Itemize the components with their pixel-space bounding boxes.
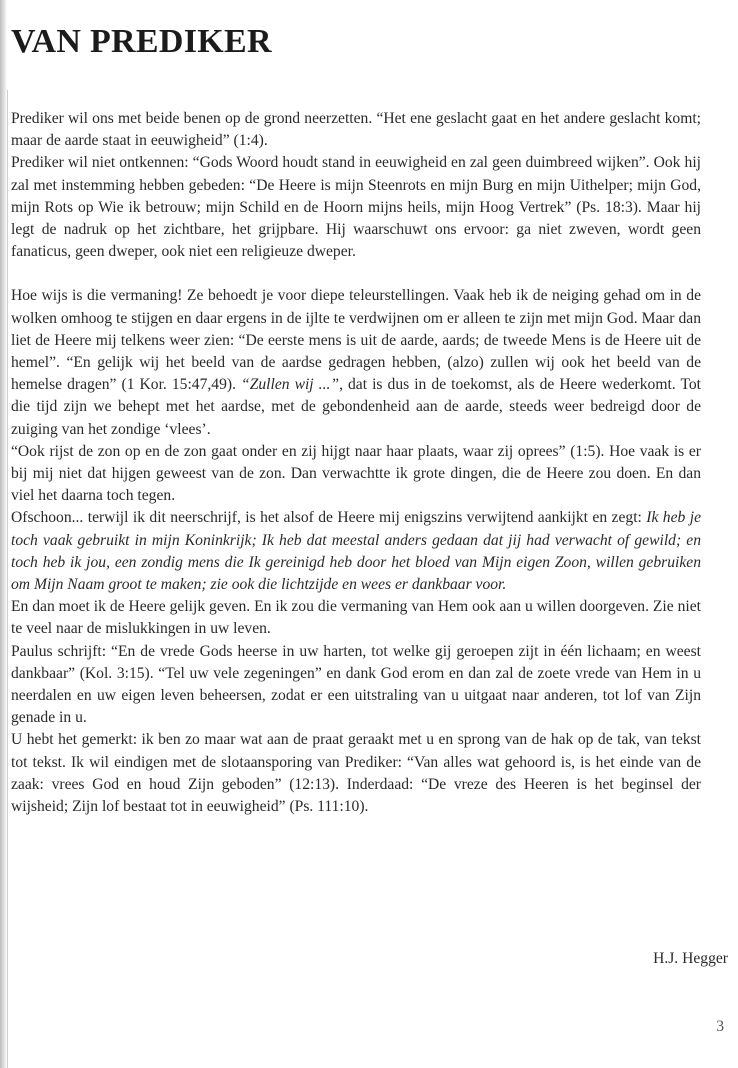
paragraph-5-italic: Ik heb je toch vaak gebruikt in mijn Koninkrijk; Ik heb dat meestal anders gedaan dat jij had verwacht of gewild; en toch heb ik jou, een zondig mens die Ik gereinigd heb door het bloed van Mijn eigen Zoon, willen gebruiken om Mijn Naam groot te maken; zie ook die lichtzijde en wees er dankbaar voor. [11, 509, 701, 594]
paragraph-3 [11, 285, 701, 440]
paragraph-3-text-b: , dat is dus in de toekomst, als de Heere wederkomt. Tot die tijd zijn we behept met het aardse, met de gebondenheid aan de aarde, steeds weer bedreigd door de zuiging van het zondige ‘vlees’. [11, 376, 702, 438]
paragraph-8: U hebt het gemerkt: ik ben zo maar wat aan de praat geraakt met u en sprong van de hak op de tak, van tekst tot tekst. Ik wil eindigen met de slotaansporing van Prediker: “Van alles wat gehoord is, is het einde van de zaak: vrees God en houd Zijn geboden” (12:13). Inderdaad: “De vreze des Heeren is het beginsel der wijsheid; Zijn lof bestaat tot in eeuwigheid” (Ps. 111:10). [11, 731, 701, 816]
paragraph-5 [11, 507, 701, 596]
document-page [11, 14, 701, 818]
page-title: VAN PREDIKER [11, 23, 272, 60]
paragraph-6: En dan moet ik de Heere gelijk geven. En ik zou die vermaning van Hem ook aan u willen doorgeven. Zie niet te veel naar de mislukkingen in uw leven. [11, 598, 701, 638]
paragraph-1: Prediker wil ons met beide benen op de grond neerzetten. “Het ene geslacht gaat en het andere geslacht komt; maar de aarde staat in eeuwigheid” (1:4). [11, 110, 701, 150]
paragraph-3-text-a: Hoe wijs is die vermaning! Ze behoedt je voor diepe teleurstellingen. Vaak heb ik de neiging gehad om in de wolken omhoog te stijgen en daar ergens in de ijlte te verdwijnen om er alleen te zijn met mijn God. Maar dan liet de Heere mij telkens weer zien: “De eerste mens is uit de aarde, aards; de tweede Mens is de Heere uit de hemel”. “En gelijk wij het beeld van de aardse gedragen hebben, (alzo) zullen wij ook het beeld van de hemelse dragen” (1 Kor. 15:47,49). [11, 287, 701, 394]
paragraph-7: Paulus schrijft: “En de vrede Gods heerse in uw harten, tot welke gij geroepen zijt in één lichaam; en weest dankbaar” (Kol. 3:15). “Tel uw vele zegeningen” en dank God erom en dan zal de zoete vrede van Hem in u neerdalen en uw eigen leven beheersen, zodat er een uitstraling van u uitgaat naar anderen, tot lof van Zijn genade in u. [11, 642, 701, 727]
page-number: 3 [716, 1018, 724, 1035]
author-signature: H.J. Hegger [653, 950, 728, 967]
paragraph-3-italic: “Zullen wij ...” [241, 376, 340, 394]
page-edge-shadow [0, 0, 7, 1068]
article-body [11, 108, 701, 818]
paragraph-5-text-a: Ofschoon... terwijl ik dit neerschrijf, is het alsof de Heere mij enigszins verwijtend aankijkt en zegt: [11, 509, 647, 527]
paragraph-2: Prediker wil niet ontkennen: “Gods Woord houdt stand in eeuwigheid en zal geen duimbreed wijken”. Ook hij zal met instemming hebben gebeden: “De Heere is mijn Steenrots en mijn Burg en mijn Uithelper; mijn God, mijn Rots op Wie ik betrouw; mijn Schild en de Hoorn mijns heils, mijn Hoog Vertrek” (Ps. 18:3). Maar hij legt de nadruk op het zichtbare, het grijpbare. Hij waarschuwt ons ervoor: ga niet zweven, wordt geen fanaticus, geen dweper, ook niet een religieuze dweper. [11, 154, 701, 261]
paragraph-4: “Ook rijst de zon op en de zon gaat onder en zij hijgt naar haar plaats, waar zij oprees” (1:5). Hoe vaak is er bij mij niet dat hijgen geweest van de zon. Dan verwachtte ik grote dingen, die de Heere zou doen. En dan viel het daarna toch tegen. [11, 442, 701, 505]
margin-line [7, 90, 8, 1068]
